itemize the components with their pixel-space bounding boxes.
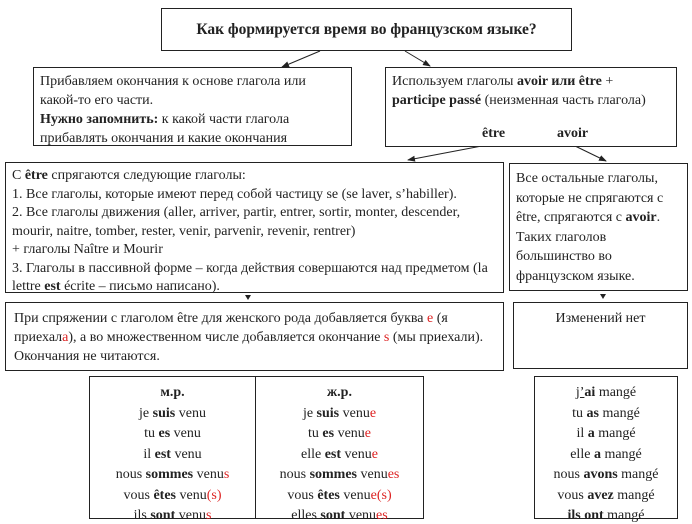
conjugation-segment: ont	[584, 508, 604, 523]
conjugation-segment: es	[322, 426, 335, 441]
conjugation-segment: je	[302, 405, 317, 421]
avoir-conjugation-table	[534, 376, 678, 523]
masculine-conjugation-table	[89, 376, 256, 523]
text: être	[24, 168, 48, 183]
conjugation-line	[90, 486, 255, 507]
conjugation-segment: ai	[584, 385, 596, 400]
avoir-verbs-box	[509, 163, 688, 291]
conjugation-segment: es	[387, 467, 400, 482]
conjugation-segment: elle	[301, 446, 325, 462]
conjugation-segment: e	[369, 405, 377, 421]
conjugation-segment: venu	[339, 487, 371, 503]
conjugation-segment: venu	[175, 508, 206, 523]
conjugation-segment: nous	[115, 467, 146, 482]
conjugation-line	[90, 404, 255, 425]
text: participe passé	[392, 93, 482, 108]
text: s	[383, 330, 390, 345]
conjugation-segment: ils	[567, 508, 585, 523]
conjugation-segment: venu	[357, 467, 388, 482]
conjugation-line	[256, 465, 423, 486]
conjugation-line	[90, 465, 255, 486]
text: Изменений нет	[555, 311, 646, 326]
conjugation-segment: êtes	[317, 487, 340, 503]
arrow-to-right-box	[405, 51, 430, 66]
conjugation-segment: suis	[152, 405, 176, 421]
conjugation-segment: e	[371, 446, 378, 462]
conjugation-segment: s	[205, 508, 212, 523]
text: а	[62, 330, 69, 345]
conjugation-segment: sont	[150, 508, 176, 523]
text: e	[427, 311, 434, 326]
conjugation-segment: e	[370, 487, 377, 503]
conjugation-segment: est	[154, 446, 171, 462]
arrow-to-avoir-box	[573, 145, 606, 161]
conjugation-segment: tu	[308, 426, 323, 441]
conjugation-segment: venu	[170, 426, 201, 441]
conjugation-segment: mangé	[613, 487, 655, 503]
etre-label: être	[482, 126, 506, 141]
conjugation-segment: vous	[123, 487, 154, 503]
conjugation-segment: vous	[287, 487, 318, 503]
etre-verbs-box	[5, 162, 504, 293]
conjugation-segment: venu	[334, 426, 365, 441]
text: Используем глаголы	[392, 74, 517, 89]
conjugation-segment: nous	[279, 467, 310, 482]
suffix-method-box	[33, 67, 352, 146]
text: 1. Все глаголы, которые имеют перед собой частицу se (se laver, s’habiller).	[12, 186, 457, 202]
down-arrow-icon	[245, 295, 251, 300]
conjugation-segment: nous	[553, 467, 584, 482]
conjugation-segment: as	[586, 405, 599, 421]
text: 2. Все глаголы движения (aller, arriver, partir, entrer, sortir, monter, descender, mourir, naitre, tomber, rester, venir, parvenir, revenir, rentrer)	[12, 205, 461, 239]
conjugation-line	[535, 383, 677, 404]
title-box	[161, 8, 572, 51]
conjugation-line	[256, 383, 423, 404]
conjugation-line	[90, 383, 255, 404]
text: + глаголы Naître и Mourir	[12, 242, 163, 257]
conjugation-segment: je	[139, 405, 153, 421]
conjugation-segment: a	[593, 446, 601, 462]
text: ), а во множественном числе добавляется окончание	[68, 330, 384, 345]
conjugation-line	[90, 506, 255, 524]
text: avoir или être	[516, 74, 602, 89]
text: (я приехал	[14, 311, 448, 345]
conjugation-segment: (s)	[206, 487, 222, 503]
conjugation-segment: suis	[316, 405, 340, 421]
conjugation-segment: tu	[144, 426, 159, 441]
text: 3. Глаголы в пассивной форме – когда действия совершаются над предметом (la lettre	[12, 260, 488, 294]
conjugation-segment: vous	[557, 487, 588, 503]
conjugation-segment: mangé	[617, 467, 659, 482]
conjugation-segment: м.р.	[160, 385, 185, 400]
conjugation-line	[535, 424, 677, 445]
conjugation-line	[256, 445, 423, 466]
conjugation-segment: sommes	[145, 467, 194, 482]
text: При спряжении с глаголом être для женского рода добавляется буква	[14, 311, 428, 326]
conjugation-line	[90, 424, 255, 445]
conjugation-segment: a	[587, 426, 595, 441]
conjugation-line	[535, 486, 677, 507]
conjugation-segment: elle	[570, 446, 594, 462]
arrow-to-etre-box	[408, 145, 487, 160]
conjugation-segment: est	[324, 446, 342, 462]
text: Прибавляем окончания к основе глагола или какой-то его части.	[40, 74, 306, 108]
conjugation-segment: j’	[575, 385, 585, 400]
remember-label: Нужно запомнить:	[40, 112, 159, 127]
conjugation-segment: venu	[170, 446, 202, 462]
conjugation-segment: mangé	[594, 426, 636, 441]
conjugation-segment: avez	[587, 487, 614, 503]
feminine-rule-box	[5, 302, 504, 371]
text: . Таких глаголов большинство во французском языке.	[516, 210, 661, 284]
page-title: Как формируется время во французском языке?	[196, 21, 537, 38]
text: С	[12, 168, 25, 183]
conjugation-segment: venu	[176, 487, 207, 503]
conjugation-line	[535, 465, 677, 486]
text: (мы приехали). Окончания не читаются.	[14, 330, 484, 364]
conjugation-segment: venu	[193, 467, 224, 482]
conjugation-segment: mangé	[599, 405, 640, 421]
conjugation-segment: venu	[341, 446, 372, 462]
conjugation-line	[535, 404, 677, 425]
text: écrite – письмо написано).	[60, 279, 220, 294]
no-change-box	[513, 302, 688, 369]
text: est	[44, 279, 61, 294]
conjugation-segment: sont	[320, 508, 346, 523]
conjugation-segment: s	[223, 467, 230, 482]
conjugation-segment: mangé	[600, 446, 642, 462]
conjugation-segment: avons	[583, 467, 618, 482]
conjugation-line	[256, 404, 423, 425]
conjugation-segment: (s)	[376, 487, 392, 503]
conjugation-segment: ж.р.	[327, 385, 352, 400]
conjugation-segment: sommes	[309, 467, 357, 482]
conjugation-segment: venu	[175, 405, 206, 421]
text: (неизменная часть глагола)	[481, 93, 646, 108]
conjugation-line	[90, 445, 255, 466]
feminine-conjugation-table	[255, 376, 424, 523]
text: Все остальные глаголы, которые не спрягаются с être, спрягаются с	[516, 171, 664, 225]
conjugation-line	[535, 506, 677, 524]
auxiliary-method-box	[385, 67, 677, 147]
conjugation-segment: ils	[133, 508, 151, 523]
conjugation-line	[256, 424, 423, 445]
conjugation-segment: il	[576, 426, 588, 441]
down-arrow-icon	[600, 294, 606, 299]
arrow-to-left-box	[282, 51, 320, 67]
conjugation-segment: es	[376, 508, 388, 523]
text: +	[601, 74, 614, 89]
conjugation-line	[535, 445, 677, 466]
conjugation-segment: êtes	[153, 487, 176, 503]
conjugation-segment: venu	[339, 405, 370, 421]
conjugation-segment: es	[158, 426, 171, 441]
text: avoir	[625, 210, 657, 225]
conjugation-segment: e	[364, 426, 371, 441]
conjugation-segment: il	[143, 446, 155, 462]
avoir-label: avoir	[557, 126, 589, 141]
conjugation-line	[256, 506, 423, 524]
conjugation-segment: venu	[345, 508, 377, 523]
conjugation-segment: mangé	[603, 508, 645, 523]
text: к какой части глагола прибавлять окончания и какие окончания	[40, 112, 290, 146]
conjugation-segment: elles	[291, 508, 321, 523]
conjugation-line	[256, 486, 423, 507]
text: спрягаются следующие глаголы:	[47, 168, 246, 183]
conjugation-segment: tu	[572, 405, 587, 421]
conjugation-segment: mangé	[595, 385, 637, 400]
